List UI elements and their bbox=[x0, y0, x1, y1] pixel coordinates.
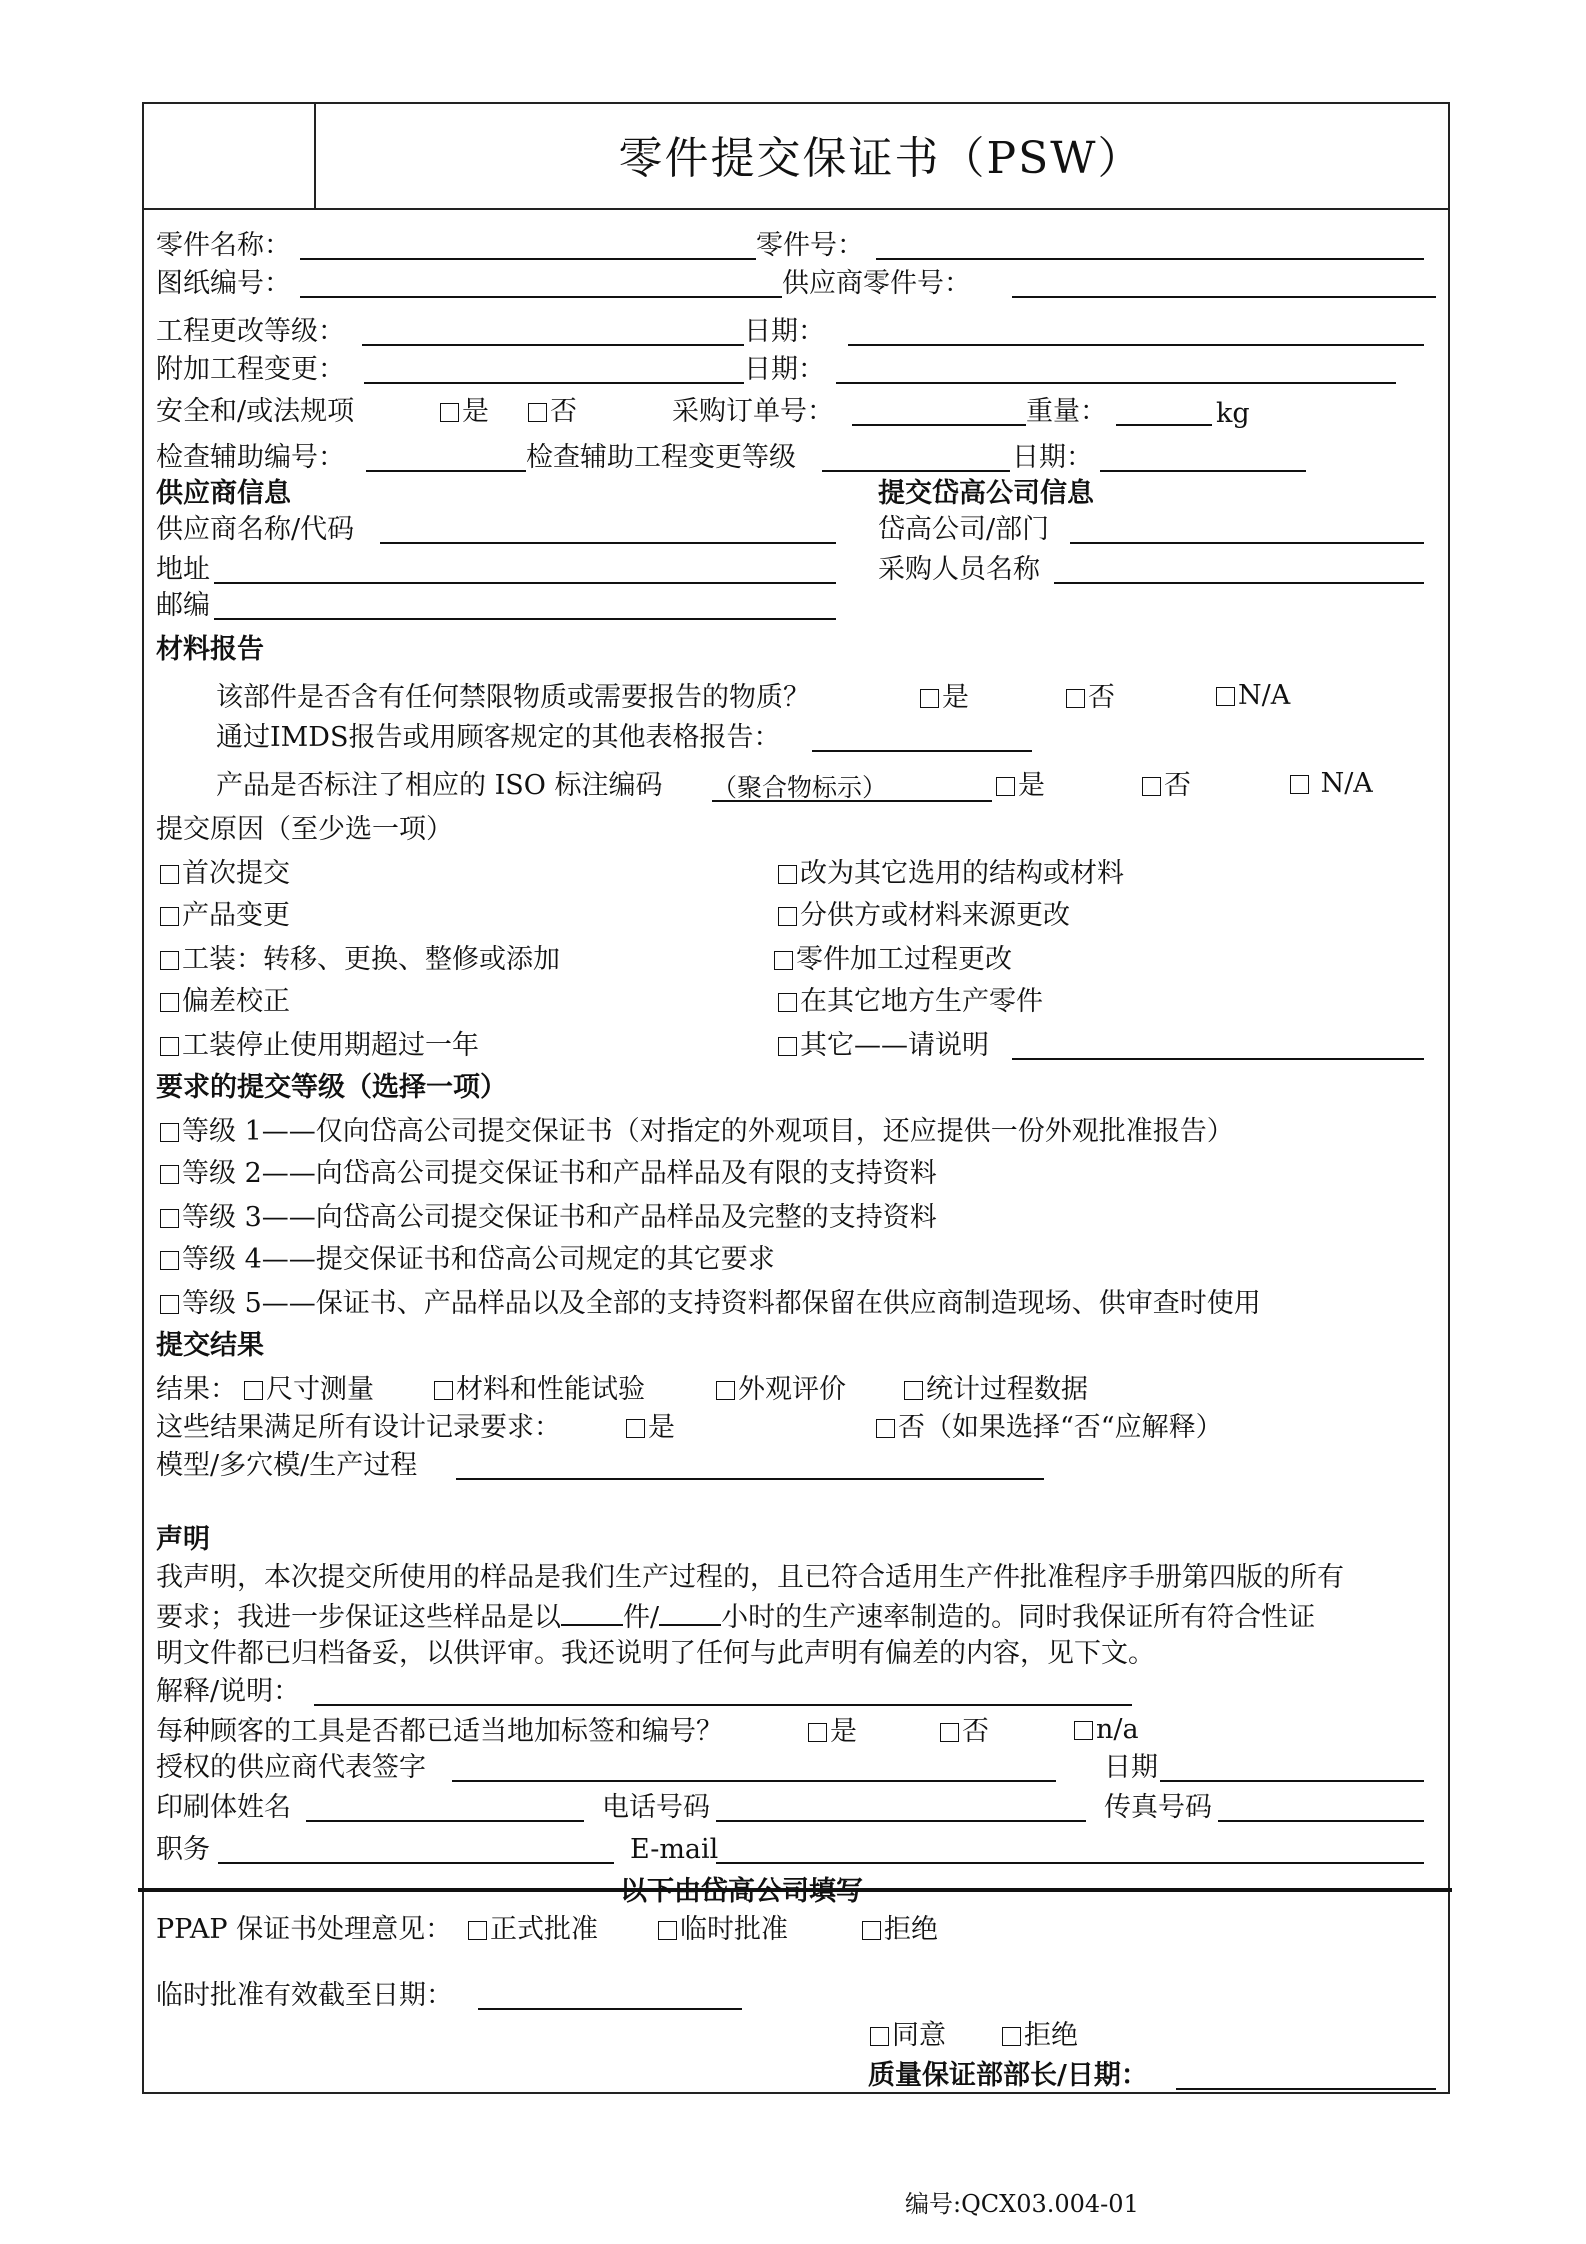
checkbox-icon[interactable] bbox=[1142, 777, 1161, 796]
imds-report-field[interactable] bbox=[812, 750, 1032, 752]
reason-alt-construction[interactable]: 改为其它选用的结构或材料 bbox=[778, 858, 1124, 890]
checkbox-icon[interactable] bbox=[658, 1921, 677, 1940]
checkbox-icon[interactable] bbox=[160, 1295, 179, 1314]
checkbox-icon[interactable] bbox=[904, 1381, 923, 1400]
disposition-rejected[interactable]: 拒绝 bbox=[862, 1914, 938, 1946]
checkbox-icon[interactable] bbox=[160, 1209, 179, 1228]
restricted-na-option[interactable]: N/A bbox=[1216, 680, 1290, 712]
iso-marking-field[interactable] bbox=[712, 800, 992, 802]
eng-change-level-label: 工程更改等级： bbox=[156, 316, 345, 347]
print-name-field[interactable] bbox=[306, 1820, 584, 1822]
tooling-na-option[interactable]: n/a bbox=[1074, 1714, 1139, 1746]
declaration-line-1: 我声明，本次提交所使用的样品是我们生产过程的，且已符合适用生产件批准程序手册第四版的所有 bbox=[156, 1562, 1344, 1593]
checkbox-icon[interactable] bbox=[778, 1037, 797, 1056]
email-field[interactable] bbox=[716, 1862, 1424, 1864]
level-4-option[interactable]: 等级 4——提交保证书和岱高公司规定的其它要求 bbox=[160, 1244, 775, 1276]
checkbox-icon[interactable] bbox=[244, 1381, 263, 1400]
checkbox-icon[interactable] bbox=[1074, 1721, 1093, 1740]
qa-manager-label: 质量保证部部长/日期： bbox=[868, 2060, 1148, 2091]
submission-level-heading: 要求的提交等级（选择一项） bbox=[156, 1072, 507, 1103]
reason-other-field[interactable] bbox=[1012, 1058, 1424, 1060]
checkbox-icon[interactable] bbox=[870, 2027, 889, 2046]
disposition-approved[interactable]: 正式批准 bbox=[468, 1914, 598, 1946]
additional-change-date-field[interactable] bbox=[836, 382, 1396, 384]
checking-aid-change-field[interactable] bbox=[822, 470, 1010, 472]
supplier-name-field[interactable] bbox=[380, 542, 836, 544]
address-label: 地址 bbox=[156, 554, 210, 585]
customer-info-heading: 提交岱高公司信息 bbox=[878, 478, 1094, 509]
result-material-performance[interactable]: 材料和性能试验 bbox=[434, 1374, 645, 1406]
qa-reject-option[interactable]: 拒绝 bbox=[1002, 2020, 1078, 2052]
job-title-field[interactable] bbox=[218, 1862, 614, 1864]
safety-label: 安全和/或法规项 bbox=[156, 396, 355, 427]
safety-yes-option[interactable]: 是 bbox=[440, 396, 489, 428]
iso-marking-hint: （聚合物标示） bbox=[712, 773, 888, 802]
meets-yes-option[interactable]: 是 bbox=[626, 1412, 675, 1444]
checking-aid-change-label: 检查辅助工程变更等级 bbox=[526, 442, 796, 473]
checkbox-icon[interactable] bbox=[778, 907, 797, 926]
email-label: E-mail bbox=[630, 1834, 719, 1865]
checkbox-icon[interactable] bbox=[996, 777, 1015, 796]
print-name-label: 印刷体姓名 bbox=[156, 1792, 291, 1823]
checkbox-icon[interactable] bbox=[1290, 775, 1309, 794]
logo-cell bbox=[144, 104, 316, 208]
checkbox-icon[interactable] bbox=[160, 1251, 179, 1270]
checkbox-icon[interactable] bbox=[528, 403, 547, 422]
po-number-field[interactable] bbox=[852, 424, 1026, 426]
interim-expiry-field[interactable] bbox=[478, 2008, 742, 2010]
checkbox-icon[interactable] bbox=[940, 1723, 959, 1742]
iso-yes-option[interactable]: 是 bbox=[996, 770, 1045, 802]
checkbox-icon[interactable] bbox=[160, 865, 179, 884]
checkbox-icon[interactable] bbox=[774, 951, 793, 970]
reason-other-location[interactable]: 在其它地方生产零件 bbox=[778, 986, 1043, 1018]
signature-field[interactable] bbox=[452, 1780, 1056, 1782]
address-field[interactable] bbox=[214, 582, 836, 584]
disposition-interim[interactable]: 临时批准 bbox=[658, 1914, 788, 1946]
part-number-label: 零件号： bbox=[756, 230, 864, 261]
weight-label: 重量： bbox=[1026, 396, 1107, 427]
header-row bbox=[144, 104, 1448, 210]
checkbox-icon[interactable] bbox=[160, 1123, 179, 1142]
mold-process-field[interactable] bbox=[456, 1478, 1044, 1480]
checkbox-icon[interactable] bbox=[1066, 689, 1085, 708]
safety-no-option[interactable]: 否 bbox=[528, 396, 577, 428]
checkbox-icon[interactable] bbox=[160, 951, 179, 970]
reason-tooling[interactable]: 工装：转移、更换、整修或添加 bbox=[160, 944, 560, 976]
interim-expiry-label: 临时批准有效截至日期： bbox=[156, 1980, 453, 2011]
signature-date-field[interactable] bbox=[1160, 1780, 1424, 1782]
checkbox-icon[interactable] bbox=[920, 689, 939, 708]
checkbox-icon[interactable] bbox=[434, 1381, 453, 1400]
qa-manager-field[interactable] bbox=[1176, 2088, 1436, 2090]
form-code: 编号:QCX03.004-01 bbox=[905, 2190, 1139, 2218]
buyer-field[interactable] bbox=[1054, 582, 1424, 584]
eng-change-level-field[interactable] bbox=[362, 344, 744, 346]
additional-eng-change-label: 附加工程变更： bbox=[156, 354, 345, 385]
checkbox-icon[interactable] bbox=[778, 865, 797, 884]
explanation-field[interactable] bbox=[314, 1704, 1132, 1706]
results-label: 结果： bbox=[156, 1374, 237, 1405]
iso-na-option[interactable]: N/A bbox=[1290, 768, 1373, 800]
qa-agree-option[interactable]: 同意 bbox=[870, 2020, 946, 2052]
buyer-label: 采购人员名称 bbox=[878, 554, 1040, 585]
restricted-substance-question: 该部件是否含有任何禁限物质或需要报告的物质？ bbox=[216, 682, 810, 713]
result-appearance[interactable]: 外观评价 bbox=[716, 1374, 846, 1406]
checkbox-icon[interactable] bbox=[808, 1723, 827, 1742]
phone-field[interactable] bbox=[716, 1820, 1086, 1822]
checkbox-icon[interactable] bbox=[468, 1921, 487, 1940]
checkbox-icon[interactable] bbox=[440, 403, 459, 422]
checkbox-icon[interactable] bbox=[778, 993, 797, 1012]
eng-change-date-field[interactable] bbox=[848, 344, 1424, 346]
rate-parts-field[interactable] bbox=[561, 1600, 623, 1626]
result-spc[interactable]: 统计过程数据 bbox=[904, 1374, 1088, 1406]
restricted-no-option[interactable]: 否 bbox=[1066, 682, 1115, 714]
level-2-option[interactable]: 等级 2——向岱高公司提交保证书和产品样品及有限的支持资料 bbox=[160, 1158, 937, 1190]
checkbox-icon[interactable] bbox=[1216, 687, 1235, 706]
tooling-question: 每种顾客的工具是否都已适当地加标签和编号？ bbox=[156, 1716, 723, 1747]
rate-hours-field[interactable] bbox=[659, 1600, 721, 1626]
customer-dept-field[interactable] bbox=[1070, 542, 1424, 544]
declaration-heading: 声明 bbox=[156, 1524, 210, 1555]
declaration-line-3: 明文件都已归档备妥，以供评审。我还说明了任何与此声明有偏差的内容，见下文。 bbox=[156, 1638, 1155, 1669]
result-dimensional[interactable]: 尺寸测量 bbox=[244, 1374, 374, 1406]
iso-marking-question: 产品是否标注了相应的 ISO 标注编码 bbox=[216, 770, 663, 801]
checkbox-icon[interactable] bbox=[716, 1381, 735, 1400]
material-report-heading: 材料报告 bbox=[156, 634, 264, 665]
checking-aid-number-field[interactable] bbox=[366, 470, 526, 472]
form-title: 零件提交保证书（PSW） bbox=[618, 133, 1144, 184]
fax-label: 传真号码 bbox=[1104, 1792, 1212, 1823]
zip-label: 邮编 bbox=[156, 590, 210, 621]
part-name-label: 零件名称： bbox=[156, 230, 291, 261]
ppap-disposition-label: PPAP 保证书处理意见： bbox=[156, 1914, 453, 1945]
drawing-number-label: 图纸编号： bbox=[156, 268, 291, 299]
checkbox-icon[interactable] bbox=[862, 1921, 881, 1940]
weight-field[interactable] bbox=[1116, 424, 1212, 426]
checkbox-icon[interactable] bbox=[160, 993, 179, 1012]
supplier-info-heading: 供应商信息 bbox=[156, 478, 291, 509]
meets-requirements-label: 这些结果满足所有设计记录要求： bbox=[156, 1412, 561, 1443]
checkbox-icon[interactable] bbox=[876, 1419, 895, 1438]
reason-subsupplier-change[interactable]: 分供方或材料来源更改 bbox=[778, 900, 1070, 932]
checkbox-icon[interactable] bbox=[160, 907, 179, 926]
reason-tooling-inactive[interactable]: 工装停止使用期超过一年 bbox=[160, 1030, 479, 1062]
additional-eng-change-field[interactable] bbox=[364, 382, 744, 384]
reason-process-change[interactable]: 零件加工过程更改 bbox=[774, 944, 1012, 976]
supplier-part-number-label: 供应商零件号： bbox=[782, 268, 971, 299]
imds-report-label: 通过IMDS报告或用顾客规定的其他表格报告： bbox=[216, 722, 781, 753]
explanation-label: 解释/说明： bbox=[156, 1676, 301, 1707]
weight-unit: kg bbox=[1216, 398, 1250, 429]
checkbox-icon[interactable] bbox=[626, 1419, 645, 1438]
submission-reason-heading: 提交原因（至少选一项） bbox=[156, 814, 453, 845]
checking-aid-date-label: 日期： bbox=[1012, 442, 1093, 473]
checkbox-icon[interactable] bbox=[160, 1165, 179, 1184]
phone-label: 电话号码 bbox=[602, 1792, 710, 1823]
customer-dept-label: 岱高公司/部门 bbox=[878, 514, 1050, 545]
level-1-option[interactable]: 等级 1——仅向岱高公司提交保证书（对指定的外观项目，还应提供一份外观批准报告） bbox=[160, 1116, 1234, 1148]
supplier-name-label: 供应商名称/代码 bbox=[156, 514, 355, 545]
customer-use-heading: 以下由岱高公司填写 bbox=[620, 1876, 863, 1907]
po-number-label: 采购订单号： bbox=[672, 396, 834, 427]
signature-date-label: 日期 bbox=[1104, 1752, 1158, 1783]
part-number-field[interactable] bbox=[876, 258, 1424, 260]
signature-label: 授权的供应商代表签字 bbox=[156, 1752, 426, 1783]
drawing-number-field[interactable] bbox=[300, 296, 782, 298]
checkbox-icon[interactable] bbox=[160, 1037, 179, 1056]
reason-correction[interactable]: 偏差校正 bbox=[160, 986, 290, 1018]
level-3-option[interactable]: 等级 3——向岱高公司提交保证书和产品样品及完整的支持资料 bbox=[160, 1202, 937, 1234]
job-title-label: 职务 bbox=[156, 1834, 210, 1865]
level-5-option[interactable]: 等级 5——保证书、产品样品以及全部的支持资料都保留在供应商制造现场、供审查时使用 bbox=[160, 1288, 1261, 1320]
eng-change-date-label: 日期： bbox=[744, 316, 825, 347]
checking-aid-date-field[interactable] bbox=[1100, 470, 1306, 472]
additional-change-date-label: 日期： bbox=[744, 354, 825, 385]
meets-no-option[interactable]: 否（如果选择“否“应解释） bbox=[876, 1412, 1223, 1444]
reason-other[interactable]: 其它——请说明 bbox=[778, 1030, 989, 1062]
tooling-yes-option[interactable]: 是 bbox=[808, 1716, 857, 1748]
mold-process-label: 模型/多穴模/生产过程 bbox=[156, 1450, 418, 1481]
supplier-part-number-field[interactable] bbox=[1012, 296, 1436, 298]
reason-initial[interactable]: 首次提交 bbox=[160, 858, 290, 890]
checkbox-icon[interactable] bbox=[1002, 2027, 1021, 2046]
declaration-line-2: 要求；我进一步保证这些样品是以 件/ 小时的生产速率制造的。同时我保证所有符合性证 bbox=[156, 1602, 1316, 1633]
part-name-field[interactable] bbox=[300, 258, 756, 260]
checking-aid-number-label: 检查辅助编号： bbox=[156, 442, 345, 473]
reason-product-change[interactable]: 产品变更 bbox=[160, 900, 290, 932]
zip-field[interactable] bbox=[214, 618, 836, 620]
restricted-yes-option[interactable]: 是 bbox=[920, 682, 969, 714]
submission-results-heading: 提交结果 bbox=[156, 1330, 264, 1361]
fax-field[interactable] bbox=[1218, 1820, 1424, 1822]
iso-no-option[interactable]: 否 bbox=[1142, 770, 1191, 802]
tooling-no-option[interactable]: 否 bbox=[940, 1716, 989, 1748]
